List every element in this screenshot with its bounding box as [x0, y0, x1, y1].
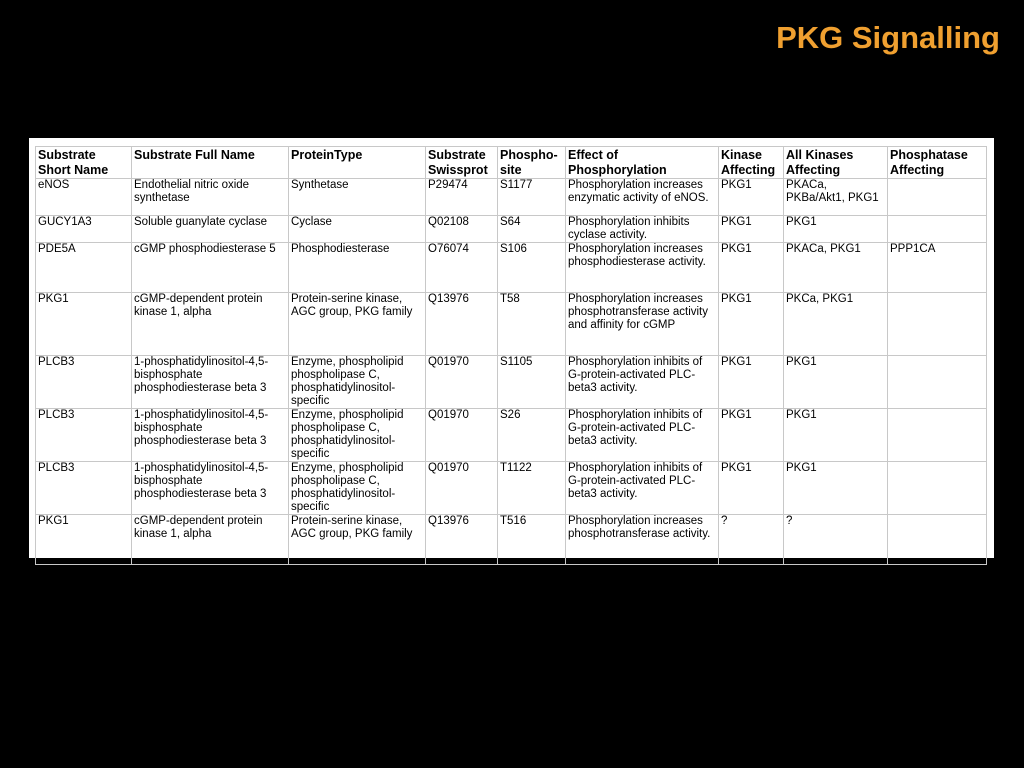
cell-protein-type: Enzyme, phospholipid phospholipase C, phosphatidylinositol-specific — [289, 356, 426, 409]
cell-phospho-site: S1105 — [498, 356, 566, 409]
cell-swissprot: Q01970 — [426, 462, 498, 515]
header-full-name: Substrate Full Name — [132, 147, 289, 179]
cell-effect: Phosphorylation increases phosphotransferase activity and affinity for cGMP — [566, 293, 719, 356]
cell-full-name: cGMP-dependent protein kinase 1, alpha — [132, 293, 289, 356]
header-all-kinases: All Kinases Affecting — [784, 147, 888, 179]
cell-full-name: cGMP phosphodiesterase 5 — [132, 243, 289, 293]
cell-effect: Phosphorylation inhibits cyclase activity. — [566, 216, 719, 243]
cell-phospho-site: T58 — [498, 293, 566, 356]
cell-kinase: PKG1 — [719, 356, 784, 409]
cell-short-name: PDE5A — [36, 243, 132, 293]
cell-effect: Phosphorylation increases phosphodiesterase activity. — [566, 243, 719, 293]
header-effect: Effect of Phosphorylation — [566, 147, 719, 179]
cell-swissprot: Q01970 — [426, 356, 498, 409]
cell-phospho-site: S106 — [498, 243, 566, 293]
cell-kinase: PKG1 — [719, 216, 784, 243]
cell-phosphatase — [888, 462, 987, 515]
cell-short-name: PLCB3 — [36, 409, 132, 462]
cell-full-name: 1-phosphatidylinositol-4,5-bisphosphate phosphodiesterase beta 3 — [132, 356, 289, 409]
header-phosphatase: Phosphatase Affecting — [888, 147, 987, 179]
cell-phospho-site: S1177 — [498, 179, 566, 216]
cell-phosphatase — [888, 356, 987, 409]
cell-phosphatase — [888, 216, 987, 243]
cell-swissprot: O76074 — [426, 243, 498, 293]
cell-short-name: GUCY1A3 — [36, 216, 132, 243]
cell-protein-type: Protein-serine kinase, AGC group, PKG family — [289, 515, 426, 565]
cell-all-kinases: PKACa, PKBa/Akt1, PKG1 — [784, 179, 888, 216]
cell-full-name: cGMP-dependent protein kinase 1, alpha — [132, 515, 289, 565]
header-short-name: Substrate Short Name — [36, 147, 132, 179]
table-panel — [29, 138, 994, 558]
cell-swissprot: P29474 — [426, 179, 498, 216]
cell-all-kinases: PKG1 — [784, 216, 888, 243]
slide-title: PKG Signalling — [776, 20, 1000, 55]
cell-short-name: PKG1 — [36, 515, 132, 565]
cell-phosphatase — [888, 179, 987, 216]
cell-phosphatase — [888, 409, 987, 462]
cell-phospho-site: T516 — [498, 515, 566, 565]
cell-full-name: 1-phosphatidylinositol-4,5-bisphosphate phosphodiesterase beta 3 — [132, 409, 289, 462]
cell-effect: Phosphorylation inhibits of G-protein-activated PLC-beta3 activity. — [566, 356, 719, 409]
cell-swissprot: Q01970 — [426, 409, 498, 462]
table-row — [36, 179, 987, 216]
cell-all-kinases: PKG1 — [784, 356, 888, 409]
header-phospho-site: Phospho-site — [498, 147, 566, 179]
cell-phosphatase — [888, 515, 987, 565]
table-row — [36, 462, 987, 515]
cell-effect: Phosphorylation inhibits of G-protein-activated PLC-beta3 activity. — [566, 409, 719, 462]
table-row — [36, 293, 987, 356]
cell-short-name: eNOS — [36, 179, 132, 216]
substrate-table — [35, 146, 987, 565]
cell-kinase: ? — [719, 515, 784, 565]
cell-short-name: PLCB3 — [36, 356, 132, 409]
cell-phosphatase: PPP1CA — [888, 243, 987, 293]
cell-protein-type: Enzyme, phospholipid phospholipase C, phosphatidylinositol-specific — [289, 462, 426, 515]
table-row — [36, 243, 987, 293]
table-row — [36, 409, 987, 462]
cell-effect: Phosphorylation increases enzymatic activity of eNOS. — [566, 179, 719, 216]
cell-protein-type: Cyclase — [289, 216, 426, 243]
cell-all-kinases: PKACa, PKG1 — [784, 243, 888, 293]
cell-phospho-site: S26 — [498, 409, 566, 462]
cell-effect: Phosphorylation inhibits of G-protein-activated PLC-beta3 activity. — [566, 462, 719, 515]
cell-swissprot: Q13976 — [426, 293, 498, 356]
cell-protein-type: Protein-serine kinase, AGC group, PKG family — [289, 293, 426, 356]
cell-short-name: PLCB3 — [36, 462, 132, 515]
cell-all-kinases: PKG1 — [784, 409, 888, 462]
table-row — [36, 216, 987, 243]
cell-protein-type: Enzyme, phospholipid phospholipase C, phosphatidylinositol-specific — [289, 409, 426, 462]
table-row — [36, 356, 987, 409]
cell-full-name: Soluble guanylate cyclase — [132, 216, 289, 243]
cell-all-kinases: PKCa, PKG1 — [784, 293, 888, 356]
cell-all-kinases: ? — [784, 515, 888, 565]
table-row — [36, 515, 987, 565]
cell-effect: Phosphorylation increases phosphotransferase activity. — [566, 515, 719, 565]
header-protein-type: ProteinType — [289, 147, 426, 179]
header-row — [36, 147, 987, 179]
cell-kinase: PKG1 — [719, 179, 784, 216]
cell-kinase: PKG1 — [719, 462, 784, 515]
header-swissprot: Substrate Swissprot — [426, 147, 498, 179]
cell-phosphatase — [888, 293, 987, 356]
cell-swissprot: Q13976 — [426, 515, 498, 565]
cell-all-kinases: PKG1 — [784, 462, 888, 515]
cell-swissprot: Q02108 — [426, 216, 498, 243]
cell-kinase: PKG1 — [719, 409, 784, 462]
cell-protein-type: Phosphodiesterase — [289, 243, 426, 293]
cell-full-name: Endothelial nitric oxide synthetase — [132, 179, 289, 216]
cell-full-name: 1-phosphatidylinositol-4,5-bisphosphate phosphodiesterase beta 3 — [132, 462, 289, 515]
cell-short-name: PKG1 — [36, 293, 132, 356]
header-kinase: Kinase Affecting — [719, 147, 784, 179]
cell-phospho-site: T1122 — [498, 462, 566, 515]
cell-kinase: PKG1 — [719, 243, 784, 293]
cell-phospho-site: S64 — [498, 216, 566, 243]
cell-protein-type: Synthetase — [289, 179, 426, 216]
cell-kinase: PKG1 — [719, 293, 784, 356]
